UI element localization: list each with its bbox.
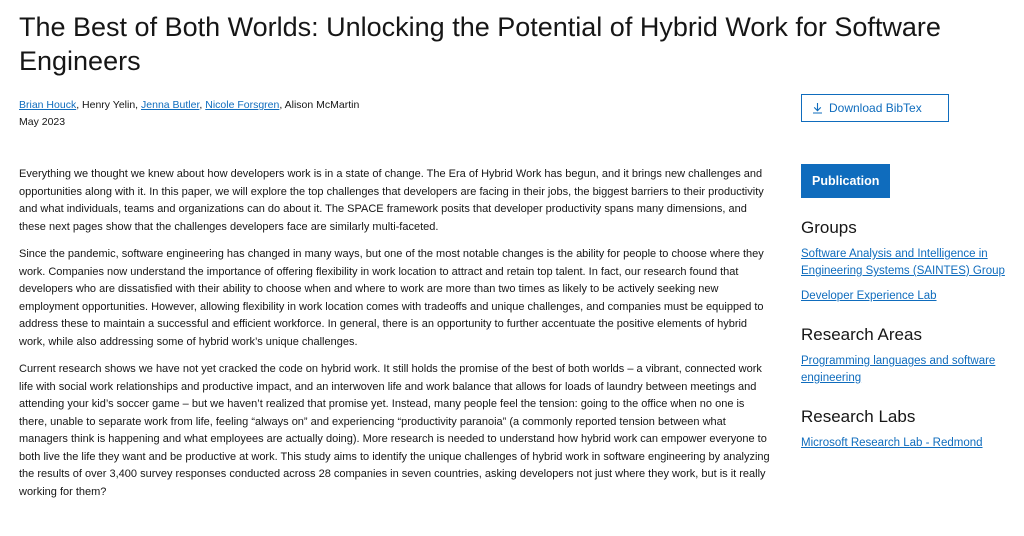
download-icon <box>812 102 823 114</box>
group-link-developer-experience-lab[interactable]: Developer Experience Lab <box>801 290 937 302</box>
author-henry-yelin: Henry Yelin <box>82 99 136 111</box>
download-bibtex-button[interactable] <box>801 94 949 122</box>
author-list: Brian Houck, Henry Yelin, Jenna Butler, Nicole Forsgren, Alison McMartin <box>19 99 360 111</box>
publication-badge: Publication <box>801 164 890 198</box>
author-alison-mcmartin: Alison McMartin <box>284 99 360 111</box>
sidebar <box>801 94 1016 460</box>
group-link-saintes[interactable]: Software Analysis and Intelligence in Engineering Systems (SAINTES) Group <box>801 248 1005 277</box>
page-title: The Best of Both Worlds: Unlocking the Potential of Hybrid Work for Software Engineers <box>19 12 941 76</box>
abstract <box>19 166 771 511</box>
abstract-paragraph-3: Current research shows we have not yet cracked the code on hybrid work. It still holds the promise of the best of both worlds – a vibrant, connected work life with social work relationships and productive impact, and an interwoven life and work balance that allows for loads of laundry between meetings and attending your kid’s soccer game – but we haven’t realized that promise yet. Instead, many people feel the tension: going to the office when no one is there, unable to separate work from life, feeling “always on” and experiencing “productivity paranoia” (a commonly reported tension between what managers think is happening and what employees are actually doing). More research is needed to understand how hybrid work can empower everyone to both live the life they want and be productive at work. This study aims to identify the unique challenges of hybrid work in software engineering by analyzing the results of over 3,400 survey responses conducted across 28 companies in seven countries, asking developers not just where they work, but is it really working for them? <box>19 363 770 498</box>
research-area-link-programming-languages[interactable]: Programming languages and software engineering <box>801 355 996 384</box>
groups-heading: Groups <box>801 218 857 237</box>
research-labs-heading: Research Labs <box>801 407 916 426</box>
research-areas-heading: Research Areas <box>801 325 922 344</box>
author-link-brian-houck[interactable]: Brian Houck <box>19 99 77 111</box>
publication-date: May 2023 <box>19 116 66 128</box>
author-link-nicole-forsgren[interactable]: Nicole Forsgren <box>205 99 280 111</box>
download-bibtex-label: Download BibTex <box>829 101 922 115</box>
abstract-paragraph-2: Since the pandemic, software engineering has changed in many ways, but one of the most notable changes is the ability for people to choose where they work. Companies now understand the importance of offering flexibility in work location to attract and retain top talent. In fact, our research found that developers who are dissatisfied with their ability to choose when and where to work are more than two times as likely to be actively seeking new employment opportunities. However, allowing flexibility in work location comes with tradeoffs and unique challenges, and companies must be equipped to address these to maintain a successful and efficient workforce. In general, there is an opportunity to further accentuate the positive elements of hybrid work, while also addressing some of hybrid work’s unique challenges. <box>19 248 764 348</box>
research-lab-link-redmond[interactable]: Microsoft Research Lab - Redmond <box>801 437 983 449</box>
author-link-jenna-butler[interactable]: Jenna Butler <box>141 99 200 111</box>
abstract-paragraph-1: Everything we thought we knew about how developers work is in a state of change. The Era of Hybrid Work has begun, and it brings new challenges and opportunities along with it. In this paper, we will explore the top challenges that developers are facing in their jobs, the biggest barriers to their productivity and what individuals, teams and organizations can do about it. The SPACE framework posits that developer productivity spans many dimensions, and these next pages show that the challenges developers face are similarly multi-faceted. <box>19 168 764 233</box>
